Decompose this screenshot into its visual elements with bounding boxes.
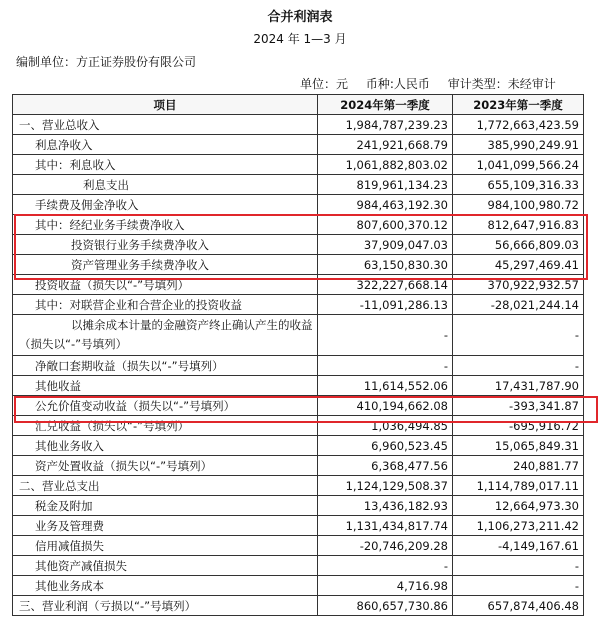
- currency-label: 币种:人民币: [365, 77, 430, 91]
- row-value-2024: 1,061,882,803.02: [318, 155, 453, 175]
- row-value-2024: 322,227,668.14: [318, 275, 453, 295]
- row-value-2023: -: [453, 556, 584, 576]
- row-value-2024: 63,150,830.30: [318, 255, 453, 275]
- row-value-2024: -11,091,286.13: [318, 295, 453, 315]
- row-value-2023: 385,990,249.91: [453, 135, 584, 155]
- row-value-2023: 12,664,973.30: [453, 496, 584, 516]
- statement-meta: [300, 75, 570, 92]
- table-row: [13, 255, 584, 275]
- row-label: 以摊余成本计量的金融资产终止确认产生的收益（损失以“-”号填列）: [13, 315, 318, 356]
- table-row: [13, 235, 584, 255]
- row-label: 手续费及佣金净收入: [13, 195, 318, 215]
- table-row: [13, 516, 584, 536]
- row-label: 净敞口套期收益（损失以“-”号填列）: [13, 356, 318, 376]
- table-row: [13, 295, 584, 315]
- table-row: [13, 275, 584, 295]
- table-header-row: [13, 95, 584, 115]
- header-item: 项目: [13, 95, 318, 115]
- row-value-2024: 819,961,134.23: [318, 175, 453, 195]
- row-value-2024: 1,124,129,508.37: [318, 476, 453, 496]
- compiling-unit: 编制单位：方正证券股份有限公司: [16, 55, 197, 69]
- row-label: 税金及附加: [13, 496, 318, 516]
- row-value-2024: 241,921,668.79: [318, 135, 453, 155]
- row-label: 投资银行业务手续费净收入: [13, 235, 318, 255]
- row-label: 三、营业利润（亏损以“-”号填列）: [13, 596, 318, 616]
- header-2024q1: 2024年第一季度: [318, 95, 453, 115]
- row-value-2023: 1,041,099,566.24: [453, 155, 584, 175]
- row-value-2024: 860,657,730.86: [318, 596, 453, 616]
- row-value-2024: 984,463,192.30: [318, 195, 453, 215]
- row-label: 其中：对联营企业和合营企业的投资收益: [13, 295, 318, 315]
- row-value-2023: 1,114,789,017.11: [453, 476, 584, 496]
- row-value-2023: 17,431,787.90: [453, 376, 584, 396]
- row-value-2023: 655,109,316.33: [453, 175, 584, 195]
- row-value-2024: 6,960,523.45: [318, 436, 453, 456]
- row-value-2024: -: [318, 556, 453, 576]
- table-row: [13, 556, 584, 576]
- row-value-2023: 45,297,469.41: [453, 255, 584, 275]
- row-label: 利息支出: [13, 175, 318, 195]
- row-value-2023: 812,647,916.83: [453, 215, 584, 235]
- table-row: [13, 175, 584, 195]
- table-row: [13, 356, 584, 376]
- table-row: [13, 576, 584, 596]
- row-label: 二、营业总支出: [13, 476, 318, 496]
- row-label: 其他业务收入: [13, 436, 318, 456]
- row-label: 业务及管理费: [13, 516, 318, 536]
- table-row: [13, 416, 584, 436]
- row-label: 资产处置收益（损失以“-”号填列）: [13, 456, 318, 476]
- statement-title: 合并利润表: [267, 10, 333, 25]
- row-label: 其他业务成本: [13, 576, 318, 596]
- row-value-2024: 410,194,662.08: [318, 396, 453, 416]
- row-label: 投资收益（损失以“-”号填列）: [13, 275, 318, 295]
- unit-label: 单位：元: [300, 77, 349, 91]
- row-value-2023: -393,341.87: [453, 396, 584, 416]
- table-row: [13, 315, 584, 356]
- row-value-2024: -20,746,209.28: [318, 536, 453, 556]
- row-value-2023: 240,881.77: [453, 456, 584, 476]
- row-value-2024: 1,984,787,239.23: [318, 115, 453, 135]
- table-row: [13, 456, 584, 476]
- row-value-2023: -: [453, 356, 584, 376]
- row-label: 信用减值损失: [13, 536, 318, 556]
- row-value-2023: -695,916.72: [453, 416, 584, 436]
- table-row: [13, 135, 584, 155]
- table-row: [13, 436, 584, 456]
- row-label: 公允价值变动收益（损失以“-”号填列）: [13, 396, 318, 416]
- table-row: [13, 215, 584, 235]
- table-row: [13, 376, 584, 396]
- row-label: 其中：利息收入: [13, 155, 318, 175]
- audit-type-label: 审计类型：未经审计: [447, 77, 556, 91]
- row-label: 其他收益: [13, 376, 318, 396]
- row-label: 其他资产减值损失: [13, 556, 318, 576]
- header-2023q1: 2023年第一季度: [453, 95, 584, 115]
- table-row: [13, 115, 584, 135]
- row-value-2024: 13,436,182.93: [318, 496, 453, 516]
- row-value-2023: 984,100,980.72: [453, 195, 584, 215]
- table-row: [13, 195, 584, 215]
- statement-period: 2024 年 1—3 月: [253, 32, 347, 46]
- row-value-2023: 1,106,273,211.42: [453, 516, 584, 536]
- row-label: 其中：经纪业务手续费净收入: [13, 215, 318, 235]
- row-value-2024: 6,368,477.56: [318, 456, 453, 476]
- row-value-2024: -: [318, 356, 453, 376]
- row-value-2023: -28,021,244.14: [453, 295, 584, 315]
- row-value-2024: 37,909,047.03: [318, 235, 453, 255]
- table-row: [13, 155, 584, 175]
- row-label: 利息净收入: [13, 135, 318, 155]
- row-value-2023: 15,065,849.31: [453, 436, 584, 456]
- row-label: 汇兑收益（损失以“-”号填列）: [13, 416, 318, 436]
- row-value-2024: 4,716.98: [318, 576, 453, 596]
- row-value-2024: 11,614,552.06: [318, 376, 453, 396]
- row-value-2023: 657,874,406.48: [453, 596, 584, 616]
- row-label: 资产管理业务手续费净收入: [13, 255, 318, 275]
- row-label: 一、营业总收入: [13, 115, 318, 135]
- row-value-2023: -: [453, 315, 584, 356]
- income-statement-table: [12, 94, 584, 616]
- table-row: [13, 476, 584, 496]
- row-value-2023: -4,149,167.61: [453, 536, 584, 556]
- table-row: [13, 536, 584, 556]
- row-value-2023: -: [453, 576, 584, 596]
- row-value-2023: 56,666,809.03: [453, 235, 584, 255]
- row-value-2024: 1,036,494.85: [318, 416, 453, 436]
- row-value-2024: -: [318, 315, 453, 356]
- row-value-2024: 1,131,434,817.74: [318, 516, 453, 536]
- row-value-2023: 370,922,932.57: [453, 275, 584, 295]
- table-row: [13, 496, 584, 516]
- table-row: [13, 596, 584, 616]
- row-value-2024: 807,600,370.12: [318, 215, 453, 235]
- table-row: [13, 396, 584, 416]
- row-value-2023: 1,772,663,423.59: [453, 115, 584, 135]
